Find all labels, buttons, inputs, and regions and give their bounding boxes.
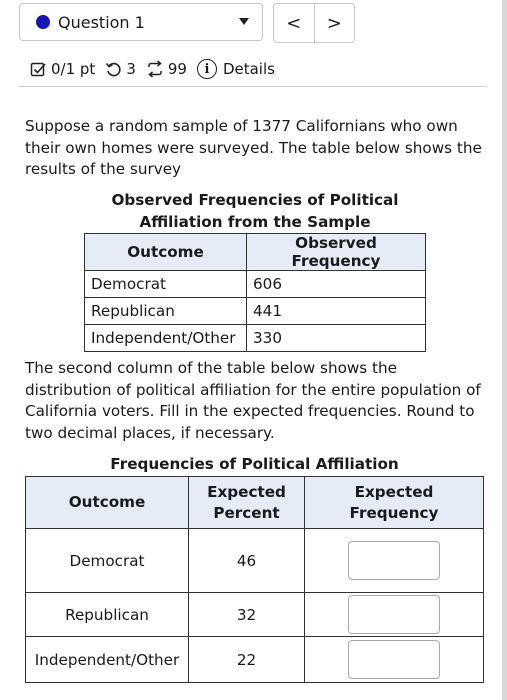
retries-indicator — [105, 60, 136, 78]
expected-frequency-input-republican[interactable] — [348, 595, 440, 634]
problem-intro: Suppose a random sample of 1377 Californians who own their own homes were surveyed. The table below shows the results of the survey — [25, 117, 482, 178]
column-header: Expected Percent — [189, 477, 305, 529]
repeat-icon — [146, 60, 164, 78]
checkbox-icon — [30, 61, 47, 78]
expected-frequency-input-democrat[interactable] — [348, 541, 440, 580]
column-header: Expected Frequency — [305, 477, 484, 529]
question-nav-group — [273, 3, 355, 43]
answer-cell — [305, 637, 484, 683]
info-icon: i — [197, 59, 217, 79]
outcome-cell: Independent/Other — [26, 637, 189, 683]
attempts-count: 99 — [167, 60, 187, 78]
outcome-cell: Democrat — [26, 529, 189, 593]
problem-instructions: The second column of the table below shows the distribution of political affiliation for the entire population of California voters. Fill in the expected frequencies. Round to two decimal places, if necessary. — [25, 359, 481, 442]
question-select-label: Question 1 — [58, 12, 145, 32]
details-label: Details — [222, 60, 275, 78]
frequency-cell: 330 — [247, 325, 426, 352]
table-row — [85, 271, 426, 298]
observed-table-caption: Observed Frequencies of Political Affiliation from the Sample — [111, 191, 399, 231]
expected-frequency-input-independent[interactable] — [348, 640, 440, 679]
table-row — [26, 637, 484, 683]
outcome-cell: Democrat — [85, 271, 247, 298]
attempts-indicator — [146, 60, 187, 78]
column-header: Observed Frequency — [247, 234, 426, 271]
score-indicator — [30, 60, 95, 78]
answer-cell — [305, 529, 484, 593]
observed-frequency-table — [84, 233, 426, 352]
table-row — [26, 529, 484, 593]
details-link[interactable] — [197, 59, 275, 79]
frequency-cell: 441 — [247, 298, 426, 325]
divider — [19, 86, 487, 87]
caret-down-icon — [239, 18, 249, 25]
previous-question-button[interactable]: < — [286, 12, 302, 34]
question-status-dot — [36, 15, 50, 29]
table-row — [85, 325, 426, 352]
table-header-row — [26, 477, 484, 529]
outcome-cell: Independent/Other — [85, 325, 247, 352]
expected-frequency-table — [25, 476, 484, 683]
question-meta-bar — [30, 56, 285, 82]
percent-cell: 46 — [189, 529, 305, 593]
percent-cell: 22 — [189, 637, 305, 683]
table-header-row — [85, 234, 426, 271]
score-text: 0/1 pt — [51, 60, 96, 78]
percent-cell: 32 — [189, 593, 305, 637]
outcome-cell: Republican — [26, 593, 189, 637]
outcome-cell: Republican — [85, 298, 247, 325]
expected-table-caption: Frequencies of Political Affiliation — [110, 455, 399, 473]
table-row — [26, 593, 484, 637]
answer-cell — [305, 593, 484, 637]
column-header: Outcome — [85, 234, 247, 271]
question-select[interactable] — [19, 3, 263, 41]
next-question-button[interactable]: > — [314, 4, 355, 42]
retries-count: 3 — [126, 60, 136, 78]
right-scroll-edge — [502, 0, 507, 700]
frequency-cell: 606 — [247, 271, 426, 298]
table-row — [85, 298, 426, 325]
retry-icon — [105, 61, 122, 78]
column-header: Outcome — [26, 477, 189, 529]
